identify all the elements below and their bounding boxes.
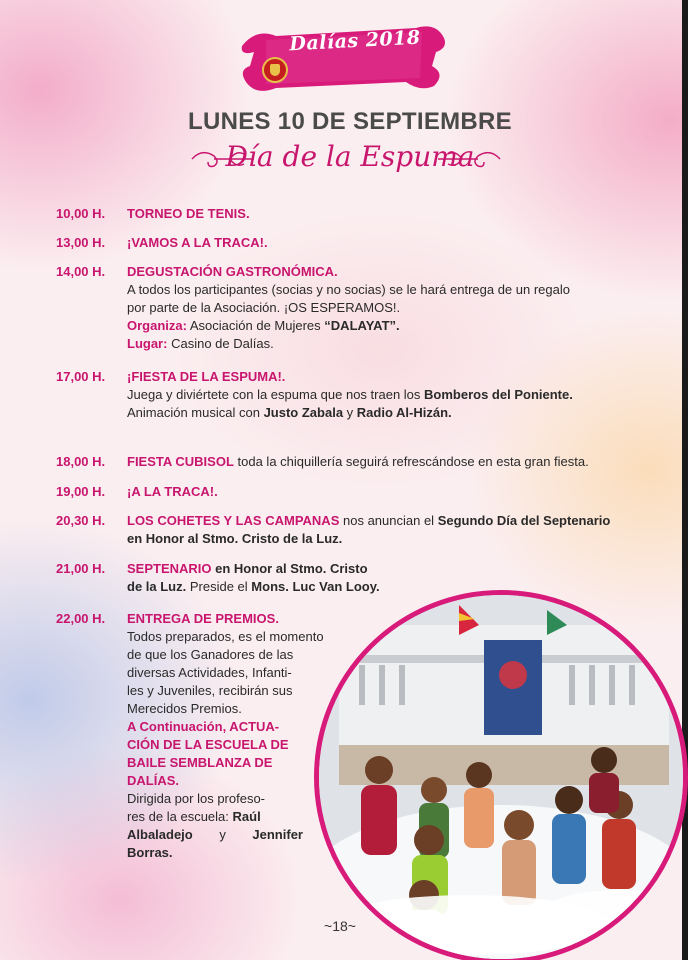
entry-text: Merecidos Premios. [127, 701, 242, 716]
entry-highlight: Albaladejo [127, 827, 193, 842]
entry-highlight: Segundo Día del Septenario [437, 513, 611, 528]
entry-text: y [346, 405, 354, 420]
entry-highlight: Raúl [232, 809, 261, 824]
entry-time: 22,00 H. [56, 611, 106, 626]
entry-title: ¡FIESTA DE LA ESPUMA!. [127, 369, 286, 384]
organiza-name: “DALAYAT”. [324, 318, 400, 333]
entry-text: y [219, 827, 226, 842]
entry-title: FIESTA CUBISOL [127, 454, 234, 469]
entry-time: 20,30 H. [56, 513, 106, 528]
entry-time: 17,00 H. [56, 369, 106, 384]
entry-text: diversas Actividades, Infanti- [127, 665, 292, 680]
entry-highlight: A Continuación, ACTUA- [127, 719, 280, 734]
entry-text: Juega y diviértete con la espuma que nos traen los [127, 387, 421, 402]
entry-time: 18,00 H. [56, 454, 106, 469]
entry-title: TORNEO DE TENIS. [127, 206, 250, 221]
entry-highlight: Mons. Luc Van Looy. [251, 579, 380, 594]
flourish-right-icon [436, 144, 502, 174]
entry-text: Animación musical con [127, 405, 260, 420]
page-number: ~18~ [324, 918, 356, 934]
day-subtitle: Día de la Espuma [225, 140, 475, 173]
coat-of-arms-icon [262, 57, 288, 83]
entry-text: Preside el [189, 579, 248, 594]
entry-title: DEGUSTACIÓN GASTRONÓMICA. [127, 264, 338, 279]
entry-title: ¡A LA TRACA!. [127, 484, 218, 499]
day-title: LUNES 10 DE SEPTIEMBRE [187, 108, 512, 135]
entry-text: A todos los participantes (socias y no socias) se le hará entrega de un regalo [127, 282, 570, 297]
banner-title: Dalías 2018 [288, 26, 422, 56]
entry-highlight: BAILE SEMBLANZA DE [127, 755, 273, 770]
entry-time: 21,00 H. [56, 561, 106, 576]
entry-time: 13,00 H. [56, 235, 106, 250]
entry-highlight: de la Luz. [127, 579, 187, 594]
entry-highlight: Justo Zabala [263, 405, 344, 420]
entry-text: por parte de la Asociación. ¡OS ESPERAMOS!. [127, 300, 401, 315]
entry-text: toda la chiquillería seguirá refrescándose en esta gran fiesta. [237, 454, 589, 469]
entry-text: de que los Ganadores de las [127, 647, 294, 662]
entry-time: 14,00 H. [56, 264, 106, 279]
organiza-text: Asociación de Mujeres [189, 318, 321, 333]
entry-highlight: en Honor al Stmo. Cristo [215, 561, 368, 576]
entry-highlight: Borras. [127, 845, 173, 860]
lugar-text: Casino de Dalías. [171, 336, 274, 351]
entry-text: les y Juveniles, recibirán sus [127, 683, 293, 698]
entry-time: 10,00 H. [56, 206, 106, 221]
foam-party-illustration [319, 595, 683, 959]
entry-title: LOS COHETES Y LAS CAMPANAS [127, 513, 340, 528]
entry-title: SEPTENARIO [127, 561, 212, 576]
entry-title: ENTREGA DE PREMIOS. [127, 611, 279, 626]
entry-text: nos anuncian el [343, 513, 435, 528]
lugar-label: Lugar: [127, 336, 168, 351]
entry-highlight: Jennifer [252, 827, 303, 842]
entry-text: res de la escuela: [127, 809, 229, 824]
entry-highlight: en Honor al Stmo. Cristo de la Luz. [127, 531, 343, 546]
entry-title: ¡VAMOS A LA TRACA!. [127, 235, 268, 250]
entry-text: Dirigida por los profeso- [127, 791, 266, 806]
entry-highlight: Radio Al-Hizán. [356, 405, 452, 420]
entry-text: Todos preparados, es el momento [127, 629, 324, 644]
foam-party-photo [314, 590, 688, 960]
organiza-label: Organiza: [127, 318, 187, 333]
entry-time: 19,00 H. [56, 484, 106, 499]
entry-highlight: Bomberos del Poniente. [424, 387, 573, 402]
entry-highlight: CIÓN DE LA ESCUELA DE [127, 737, 289, 752]
entry-highlight: DALÍAS. [127, 773, 179, 788]
